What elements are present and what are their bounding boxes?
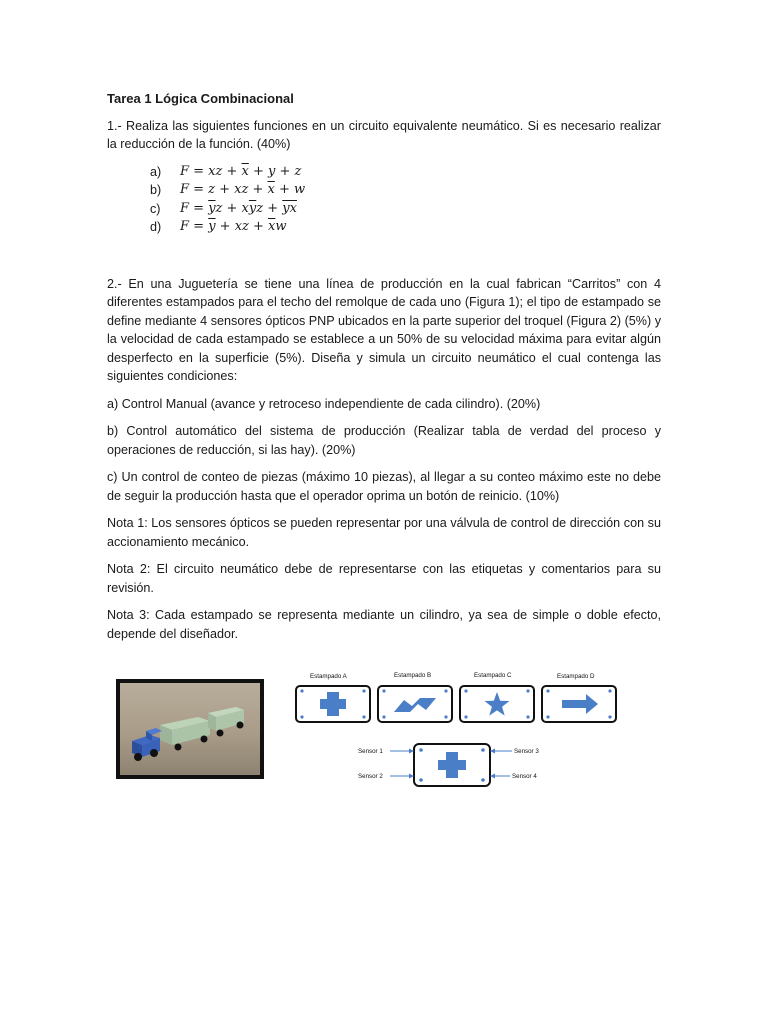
expression-term: + xz +: [215, 219, 269, 234]
function-label: b): [150, 183, 162, 197]
negated-term: $\overline{y}$: [248, 200, 257, 216]
expression-term: F = z + xz +: [180, 182, 268, 197]
sensor-label: Sensor 3: [514, 748, 539, 755]
function-item: [150, 163, 661, 182]
negated-term: $\overline{x}$: [267, 182, 275, 197]
function-expression: [180, 163, 301, 182]
expression-term: z +: [256, 200, 283, 216]
question-1-text: 1.- Realiza las siguientes funciones en un circuito equivalente neumático. Si es necesario realizar la reducción de la función. (40%): [107, 118, 661, 151]
document-body: [107, 90, 661, 652]
negated-term: $\overline{x}$: [241, 163, 249, 179]
negated-term: $\overline{yx}$: [282, 200, 297, 216]
sensor-label: Sensor 4: [512, 773, 537, 780]
sensor-label: Sensor 2: [358, 773, 383, 780]
expression-term: + w: [274, 182, 306, 197]
expression-term: F = xz +: [180, 163, 242, 179]
document-title: Tarea 1 Lógica Combinacional: [107, 91, 294, 106]
function-expression: [180, 200, 297, 219]
expression-term: + y + z: [248, 163, 302, 179]
function-label: a): [150, 164, 162, 179]
function-label: c): [150, 201, 161, 216]
negated-term: $\overline{y}$: [208, 219, 216, 234]
stamp-label: Estampado D: [557, 673, 595, 680]
question-2-intro: 2.- En una Juguetería se tiene una línea de producción en la cual fabrican “Carritos” con 4 diferentes estampados para el techo del remolque de cada uno (Figura 1); el tipo de estampado se define mediante 4 sensores ópticos PNP ubicados en la parte superior del troquel (Figura 2) (5%) y la velocidad de cada estampado se establece a un 50% de su velocidad máxima para evitar algún desperfecto en la superficie (5%). Diseña y simula un circuito neumático el cual contenga las siguientes condiciones:: [107, 276, 661, 383]
expression-term: F =: [180, 219, 209, 234]
stamp-d-box: [542, 686, 616, 722]
condition-b: b) Control automático del sistema de producción (Realizar tabla de verdad del proceso y operaciones de reducción, si las hay). (20%): [107, 424, 661, 457]
sensor-label: Sensor 1: [358, 748, 383, 755]
stamp-c-box: [460, 686, 534, 722]
note-2: Nota 2: El circuito neumático debe de representarse con las etiquetas y comentarios para su revisión.: [107, 562, 661, 595]
toy-truck-photo: [116, 679, 264, 779]
expression-term: w: [275, 219, 287, 234]
die-box: [414, 744, 490, 786]
negated-term: $\overline{x}$: [268, 219, 276, 234]
expression-term: z + x: [215, 200, 249, 216]
function-expression: [180, 218, 287, 237]
note-3: Nota 3: Cada estampado se representa mediante un cilindro, ya sea de simple o doble efecto, depende del diseñador.: [107, 608, 661, 641]
stamp-diagram: [290, 666, 650, 796]
note-1: Nota 1: Los sensores ópticos se pueden representar por una válvula de control de dirección con su accionamiento mecánico.: [107, 516, 661, 549]
condition-a: a) Control Manual (avance y retroceso independiente de cada cilindro). (20%): [107, 396, 541, 411]
function-item: [150, 218, 661, 237]
function-label: d): [150, 220, 162, 234]
stamp-label: Estampado B: [394, 672, 432, 679]
function-expression: [180, 181, 305, 200]
function-item: [150, 200, 661, 219]
function-list: [150, 163, 661, 237]
condition-c: c) Un control de conteo de piezas (máximo 10 piezas), al llegar a su conteo máximo este no debe de seguir la producción hasta que el operador oprima un botón de reinicio. (10%): [107, 470, 661, 503]
negated-term: $\overline{y}$: [208, 200, 216, 216]
function-item: [150, 181, 661, 200]
stamp-a-box: [296, 686, 370, 722]
stamp-label: Estampado A: [310, 673, 347, 680]
expression-term: F =: [180, 200, 209, 216]
stamp-b-box: [378, 686, 452, 722]
stamp-label: Estampado C: [474, 672, 512, 679]
